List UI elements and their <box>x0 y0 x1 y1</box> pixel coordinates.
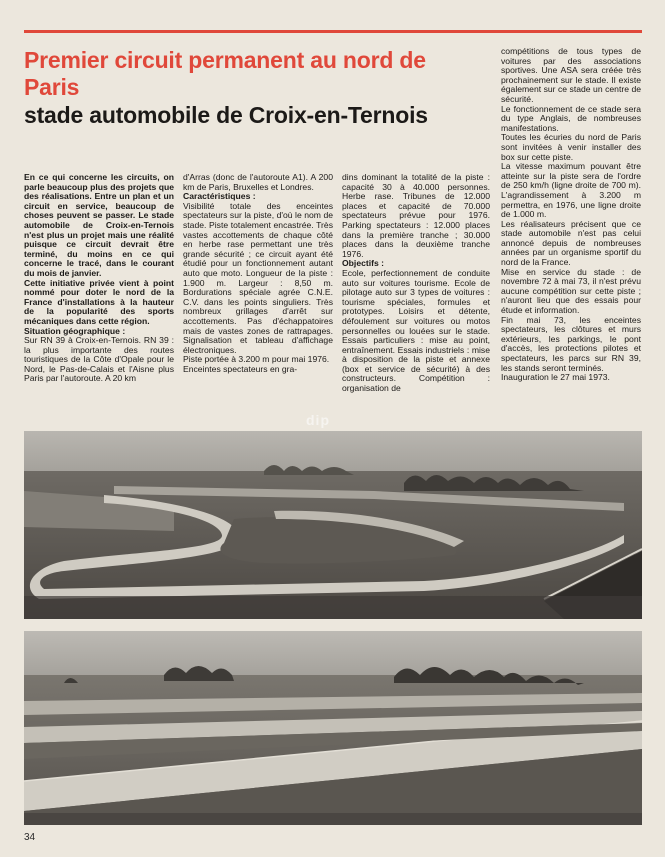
headline-red: Premier circuit permanent au nord de Paris <box>24 47 426 100</box>
headline-black: stade automobile de Croix-en-Ternois <box>24 102 428 128</box>
text-column-4 <box>501 47 641 383</box>
vitesse-paragraph: La vitesse maximum pouvant être atteinte sur la piste sera de l'ordre de 250 km/h (ligne droite de 700 m). L'agrandissement à 3.200 m permettra, en 1976, une ligne droite de 1.000 m. <box>501 161 641 220</box>
intro-paragraph-2: Cette initiative privée vient à point nommé pour doter le nord de la France d'installations à la hauteur de la popularité des sports mécaniques dans cette région. <box>24 277 174 326</box>
inauguration-paragraph: Inauguration le 27 mai 1973. <box>501 372 610 383</box>
circuit-photo-bottom <box>24 631 642 825</box>
text-column-1 <box>24 173 174 384</box>
watermark-logo: dip <box>306 412 330 428</box>
section-heading-objectifs: Objectifs : <box>342 258 385 269</box>
competitions-paragraph: compétitions de tous types de voitures par des associations sportives. Une ASA sera créée très prochainement sur le stade. Il existe également sur ce stade un centre de sécurité. <box>501 46 641 104</box>
circuit-photo-top <box>24 431 642 619</box>
intro-paragraph: En ce qui concerne les circuits, on parle beaucoup plus des projets que des réalisations. Entre un plan et un circuit en service, beaucoup de choses peuvent se passer. Le stade automobile de Croix-en-Ternois n'est plus un projet mais une réalité puisque ce circuit devrait être terminé, du moins en ce qui concerne le tracé, dans le courant du mois de janvier. <box>24 172 174 278</box>
geo-continued: d'Arras (donc de l'autoroute A1). A 200 km de Paris, Bruxelles et Londres. <box>183 172 333 192</box>
objectifs-paragraph: Ecole, perfectionnement de conduite auto sur voitures tourisme. Ecole de pilotage auto sur 3 types de voitures : tourisme spéciales, formules et prototypes. Loisirs et détente, défoulement sur voitures ou motos personnelles ou louées sur le stade. Essais particuliers : mise au point, entraînement. Essais industriels : mise à disposition de la piste et annexe (box et service de sécurité) à des constructeurs. Compétition : organisation de <box>342 267 490 394</box>
gradins-paragraph: dins dominant la totalité de la piste : capacité 30 à 40.000 personnes. Herbe rase. Tribunes de 12.000 places et capacité de 70.000 spectateurs prévue pour 1976. Parking spectateurs : 12.000 places dans la première tranche ; 30.000 places dans la deuxième tranche 1976. <box>342 172 490 259</box>
text-column-3 <box>342 173 490 394</box>
page-number: 34 <box>24 832 36 843</box>
section-heading-geo: Situation géographique : <box>24 325 126 336</box>
section-heading-caracteristiques: Caractéristiques : <box>183 191 256 202</box>
ecuries-paragraph: Toutes les écuries du nord de Paris sont invitées à venir installer des box sur cette piste. <box>501 132 641 162</box>
realisateurs-paragraph: Les réalisateurs précisent que ce stade automobile n'est pas celui annoncé depuis de nombreuses années par un organisme sportif du nord de la France. <box>501 218 641 268</box>
caracteristiques-paragraph-3: Enceintes spectateurs en gra- <box>183 363 298 374</box>
caracteristiques-paragraph: Visibilité totale des enceintes spectateurs sur la piste, d'où le nom de stade. Piste totalement encastrée. Très vastes accottements de chaque côté en herbe rase permettant une très grande sécurité ; ce circuit ayant été étudié pour un fonctionnement autant auto que moto. Longueur de la piste : 1.900 m. Largeur : 8,50 m. Bordurations spéciale agrée C.N.E. C.V. dans les points singuliers. Très nombreux grillages d'arrêt sur accottements. Pas d'échappatoires mais de vastes zones de rattrapages. Signalisation et tableau d'affichage électroniques. <box>183 200 333 355</box>
geo-paragraph: Sur RN 39 à Croix-en-Ternois. RN 39 : la plus importante des routes touristiques de la Côte d'Opale pour le Nord, le Pas-de-Calais et l'Aisne plus Paris par l'autoroute. A 20 km <box>24 335 174 384</box>
mise-en-service-paragraph: Mise en service du stade : de novembre 72 à mai 73, il n'est prévu aucune compétition sur cette piste ; n'auront lieu que des essais pour étude et information. <box>501 266 641 316</box>
top-red-rule <box>24 30 642 33</box>
text-column-2 <box>183 173 333 374</box>
fonctionnement-paragraph: Le fonctionnement de ce stade sera du type Anglais, de nombreuses manifestations. <box>501 103 641 133</box>
fin-mai-paragraph: Fin mai 73, les enceintes spectateurs, les clôtures et murs extérieurs, les parkings, le pont d'accès, les protections pilotes et spectateurs, les parcs sur RN 39, les stands seront terminés. <box>501 314 641 373</box>
caracteristiques-paragraph-2: Piste portée à 3.200 m pour mai 1976. <box>183 354 330 365</box>
